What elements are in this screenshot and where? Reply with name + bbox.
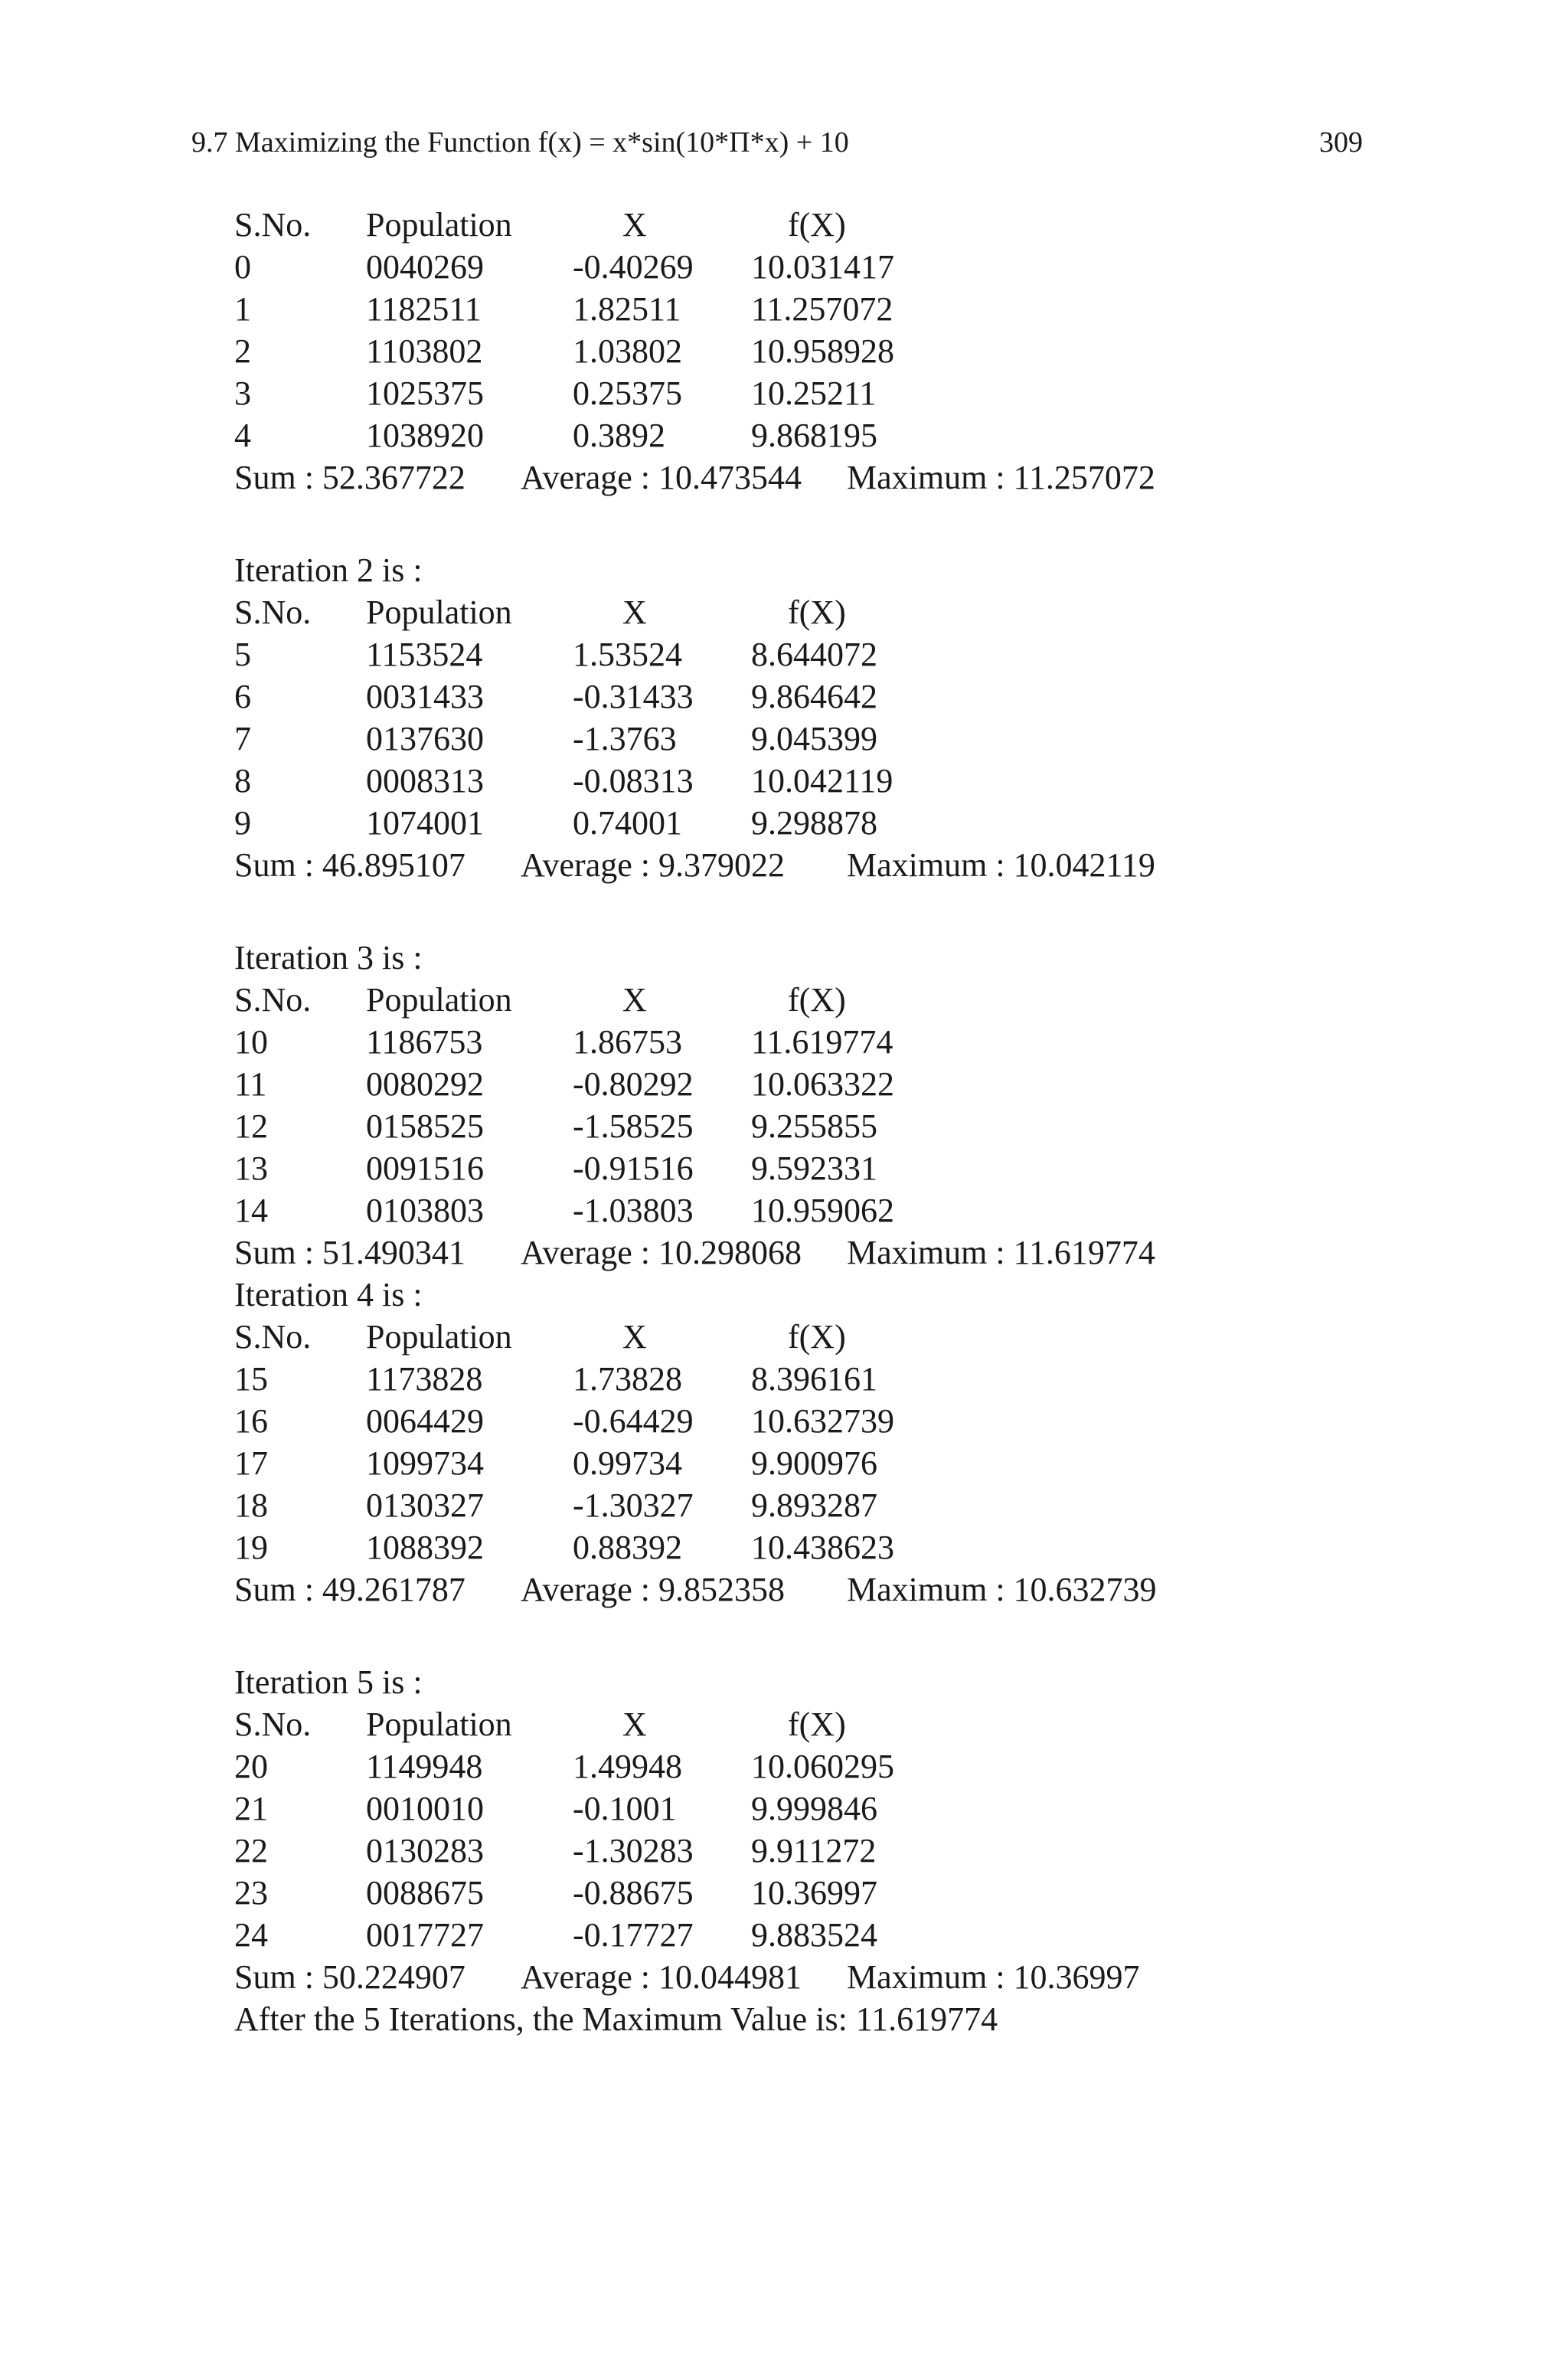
sno-header: S.No. bbox=[234, 594, 312, 631]
table-row bbox=[234, 246, 1383, 288]
iteration-heading-text: Iteration 2 is : bbox=[234, 551, 423, 589]
average-value: Average : 10.044981 bbox=[521, 1958, 802, 1996]
table-row bbox=[234, 1105, 1383, 1147]
fx-cell: 10.959062 bbox=[751, 1192, 894, 1229]
fx-cell: 10.031417 bbox=[751, 248, 894, 286]
x-header: X bbox=[622, 1706, 647, 1743]
maximum-value: Maximum : 10.042119 bbox=[847, 846, 1155, 884]
sno-cell: 12 bbox=[234, 1107, 268, 1145]
population-cell: 1099734 bbox=[366, 1444, 484, 1482]
summary-row bbox=[234, 1568, 1383, 1611]
sno-header: S.No. bbox=[234, 206, 312, 244]
sno-cell: 1 bbox=[234, 290, 251, 328]
page-number: 309 bbox=[1319, 126, 1363, 159]
x-cell: 1.53524 bbox=[573, 636, 682, 673]
table-row bbox=[234, 1872, 1383, 1914]
population-cell: 1025375 bbox=[366, 374, 484, 412]
fx-cell: 10.958928 bbox=[751, 332, 894, 370]
population-cell: 1173828 bbox=[366, 1360, 483, 1398]
population-cell: 0088675 bbox=[366, 1874, 484, 1912]
column-header-row bbox=[234, 979, 1383, 1021]
fx-cell: 9.255855 bbox=[751, 1107, 877, 1145]
population-cell: 0017727 bbox=[366, 1916, 484, 1954]
sno-cell: 13 bbox=[234, 1150, 268, 1187]
conclusion-text: After the 5 Iterations, the Maximum Value is: 11.619774 bbox=[234, 2000, 998, 2038]
table-row bbox=[234, 718, 1383, 760]
fx-header: f(X) bbox=[788, 1706, 846, 1743]
sno-cell: 9 bbox=[234, 804, 251, 842]
average-value: Average : 10.298068 bbox=[521, 1234, 802, 1271]
table-row bbox=[234, 1787, 1383, 1830]
sno-cell: 20 bbox=[234, 1748, 268, 1785]
summary-row bbox=[234, 1956, 1383, 1998]
table-row bbox=[234, 1484, 1383, 1526]
fx-cell: 10.36997 bbox=[751, 1874, 877, 1912]
x-cell: -0.08313 bbox=[573, 762, 694, 800]
sum-value: Sum : 51.490341 bbox=[234, 1234, 466, 1271]
sno-cell: 11 bbox=[234, 1065, 267, 1103]
fx-cell: 9.999846 bbox=[751, 1790, 877, 1827]
fx-cell: 9.045399 bbox=[751, 720, 877, 757]
table-row bbox=[234, 1442, 1383, 1484]
table-row bbox=[234, 1189, 1383, 1231]
maximum-value: Maximum : 11.257072 bbox=[847, 459, 1155, 496]
fx-cell: 9.864642 bbox=[751, 678, 877, 715]
fx-cell: 8.396161 bbox=[751, 1360, 877, 1398]
table-row bbox=[234, 1914, 1383, 1956]
table-row bbox=[234, 330, 1383, 372]
sno-header: S.No. bbox=[234, 1706, 312, 1743]
population-header: Population bbox=[366, 1706, 512, 1743]
fx-cell: 10.632739 bbox=[751, 1402, 894, 1440]
sum-value: Sum : 52.367722 bbox=[234, 459, 466, 496]
x-cell: -1.30327 bbox=[573, 1487, 694, 1524]
maximum-value: Maximum : 10.632739 bbox=[847, 1571, 1157, 1608]
x-cell: -0.64429 bbox=[573, 1402, 694, 1440]
x-header: X bbox=[622, 981, 647, 1019]
population-cell: 1088392 bbox=[366, 1529, 484, 1566]
population-cell: 1074001 bbox=[366, 804, 484, 842]
fx-cell: 10.438623 bbox=[751, 1529, 894, 1566]
population-cell: 0008313 bbox=[366, 762, 484, 800]
x-cell: 1.82511 bbox=[573, 290, 681, 328]
sum-value: Sum : 50.224907 bbox=[234, 1958, 466, 1996]
average-value: Average : 10.473544 bbox=[521, 459, 802, 496]
sno-cell: 19 bbox=[234, 1529, 268, 1566]
fx-cell: 9.883524 bbox=[751, 1916, 877, 1954]
table-row bbox=[234, 1400, 1383, 1442]
sno-cell: 7 bbox=[234, 720, 251, 757]
sno-cell: 17 bbox=[234, 1444, 268, 1482]
table-row bbox=[234, 633, 1383, 675]
maximum-value: Maximum : 11.619774 bbox=[847, 1234, 1155, 1271]
x-cell: 0.25375 bbox=[573, 374, 682, 412]
fx-header: f(X) bbox=[788, 594, 846, 631]
running-header bbox=[191, 126, 1363, 172]
table-row bbox=[234, 1526, 1383, 1568]
summary-row bbox=[234, 456, 1383, 499]
table-row bbox=[234, 1021, 1383, 1063]
column-header-row bbox=[234, 1703, 1383, 1745]
population-cell: 0031433 bbox=[366, 678, 484, 715]
x-cell: 0.88392 bbox=[573, 1529, 682, 1566]
sno-cell: 5 bbox=[234, 636, 251, 673]
fx-cell: 9.911272 bbox=[751, 1832, 877, 1869]
x-cell: 1.03802 bbox=[573, 332, 682, 370]
iteration-block bbox=[234, 204, 1383, 499]
x-cell: -1.30283 bbox=[573, 1832, 694, 1869]
x-cell: -0.91516 bbox=[573, 1150, 694, 1187]
population-cell: 0010010 bbox=[366, 1790, 484, 1827]
x-cell: 1.49948 bbox=[573, 1748, 682, 1785]
fx-cell: 10.042119 bbox=[751, 762, 893, 800]
x-header: X bbox=[622, 1318, 647, 1356]
sno-cell: 16 bbox=[234, 1402, 268, 1440]
population-header: Population bbox=[366, 206, 512, 244]
sno-cell: 23 bbox=[234, 1874, 268, 1912]
x-cell: -0.40269 bbox=[573, 248, 694, 286]
fx-cell: 10.060295 bbox=[751, 1748, 894, 1785]
fx-header: f(X) bbox=[788, 206, 846, 244]
iteration-heading bbox=[234, 1274, 1383, 1316]
fx-cell: 10.063322 bbox=[751, 1065, 894, 1103]
table-row bbox=[234, 1063, 1383, 1105]
iteration-heading bbox=[234, 549, 1383, 591]
average-value: Average : 9.852358 bbox=[521, 1571, 785, 1608]
iteration-heading-text: Iteration 4 is : bbox=[234, 1276, 423, 1313]
fx-header: f(X) bbox=[788, 1318, 846, 1356]
iteration-heading-text: Iteration 5 is : bbox=[234, 1663, 423, 1701]
column-header-row bbox=[234, 591, 1383, 633]
iteration-heading-text: Iteration 3 is : bbox=[234, 939, 423, 976]
table-row bbox=[234, 675, 1383, 718]
x-cell: -0.17727 bbox=[573, 1916, 694, 1954]
fx-cell: 9.900976 bbox=[751, 1444, 877, 1482]
table-row bbox=[234, 802, 1383, 844]
fx-cell: 9.592331 bbox=[751, 1150, 877, 1187]
sno-cell: 18 bbox=[234, 1487, 268, 1524]
population-cell: 1103802 bbox=[366, 332, 483, 370]
column-header-row bbox=[234, 1316, 1383, 1358]
sno-cell: 21 bbox=[234, 1790, 268, 1827]
x-cell: -0.88675 bbox=[573, 1874, 694, 1912]
population-cell: 1153524 bbox=[366, 636, 483, 673]
population-cell: 0137630 bbox=[366, 720, 484, 757]
sum-value: Sum : 49.261787 bbox=[234, 1571, 466, 1608]
table-row bbox=[234, 1830, 1383, 1872]
sno-cell: 24 bbox=[234, 1916, 268, 1954]
iteration-heading bbox=[234, 937, 1383, 979]
population-cell: 0103803 bbox=[366, 1192, 484, 1229]
table-row bbox=[234, 372, 1383, 414]
population-cell: 0080292 bbox=[366, 1065, 484, 1103]
sno-cell: 2 bbox=[234, 332, 251, 370]
average-value: Average : 9.379022 bbox=[521, 846, 785, 884]
x-header: X bbox=[622, 206, 647, 244]
x-cell: 1.73828 bbox=[573, 1360, 682, 1398]
iteration-block bbox=[234, 886, 1383, 1274]
population-cell: 0130283 bbox=[366, 1832, 484, 1869]
sno-header: S.No. bbox=[234, 981, 312, 1019]
x-cell: -0.80292 bbox=[573, 1065, 694, 1103]
population-cell: 0064429 bbox=[366, 1402, 484, 1440]
table-row bbox=[234, 414, 1383, 456]
sum-value: Sum : 46.895107 bbox=[234, 846, 466, 884]
fx-cell: 8.644072 bbox=[751, 636, 877, 673]
table-row bbox=[234, 1745, 1383, 1787]
fx-cell: 10.25211 bbox=[751, 374, 877, 412]
x-cell: -1.58525 bbox=[573, 1107, 694, 1145]
x-cell: -0.31433 bbox=[573, 678, 694, 715]
sno-cell: 14 bbox=[234, 1192, 268, 1229]
population-header: Population bbox=[366, 594, 512, 631]
section-title: 9.7 Maximizing the Function f(x) = x*sin(10*Π*x) + 10 bbox=[191, 126, 849, 159]
fx-header: f(X) bbox=[788, 981, 846, 1019]
summary-row bbox=[234, 1231, 1383, 1274]
population-cell: 0158525 bbox=[366, 1107, 484, 1145]
fx-cell: 11.257072 bbox=[751, 290, 893, 328]
population-cell: 1186753 bbox=[366, 1023, 483, 1061]
fx-cell: 9.298878 bbox=[751, 804, 877, 842]
x-cell: -1.3763 bbox=[573, 720, 677, 757]
population-header: Population bbox=[366, 981, 512, 1019]
x-cell: 0.3892 bbox=[573, 417, 665, 454]
population-cell: 1149948 bbox=[366, 1748, 483, 1785]
population-cell: 1038920 bbox=[366, 417, 484, 454]
sno-cell: 10 bbox=[234, 1023, 268, 1061]
iteration-heading bbox=[234, 1661, 1383, 1703]
x-cell: -0.1001 bbox=[573, 1790, 677, 1827]
fx-cell: 9.868195 bbox=[751, 417, 877, 454]
x-cell: 0.99734 bbox=[573, 1444, 682, 1482]
sno-cell: 6 bbox=[234, 678, 251, 715]
sno-cell: 8 bbox=[234, 762, 251, 800]
x-header: X bbox=[622, 594, 647, 631]
x-cell: -1.03803 bbox=[573, 1192, 694, 1229]
population-cell: 1182511 bbox=[366, 290, 482, 328]
sno-cell: 15 bbox=[234, 1360, 268, 1398]
sno-cell: 22 bbox=[234, 1832, 268, 1869]
iteration-block bbox=[234, 1611, 1383, 1998]
x-cell: 0.74001 bbox=[573, 804, 682, 842]
population-cell: 0130327 bbox=[366, 1487, 484, 1524]
fx-cell: 11.619774 bbox=[751, 1023, 893, 1061]
population-header: Population bbox=[366, 1318, 512, 1356]
summary-row bbox=[234, 844, 1383, 886]
table-row bbox=[234, 1147, 1383, 1189]
sno-header: S.No. bbox=[234, 1318, 312, 1356]
population-cell: 0091516 bbox=[366, 1150, 484, 1187]
table-row bbox=[234, 288, 1383, 330]
iteration-block bbox=[234, 1274, 1383, 1611]
sno-cell: 0 bbox=[234, 248, 251, 286]
iteration-output bbox=[234, 204, 1383, 2040]
iteration-block bbox=[234, 499, 1383, 886]
sno-cell: 3 bbox=[234, 374, 251, 412]
sno-cell: 4 bbox=[234, 417, 251, 454]
x-cell: 1.86753 bbox=[573, 1023, 682, 1061]
fx-cell: 9.893287 bbox=[751, 1487, 877, 1524]
column-header-row bbox=[234, 204, 1383, 246]
table-row bbox=[234, 1358, 1383, 1400]
table-row bbox=[234, 760, 1383, 802]
maximum-value: Maximum : 10.36997 bbox=[847, 1958, 1140, 1996]
population-cell: 0040269 bbox=[366, 248, 484, 286]
conclusion-line bbox=[234, 1998, 1383, 2040]
